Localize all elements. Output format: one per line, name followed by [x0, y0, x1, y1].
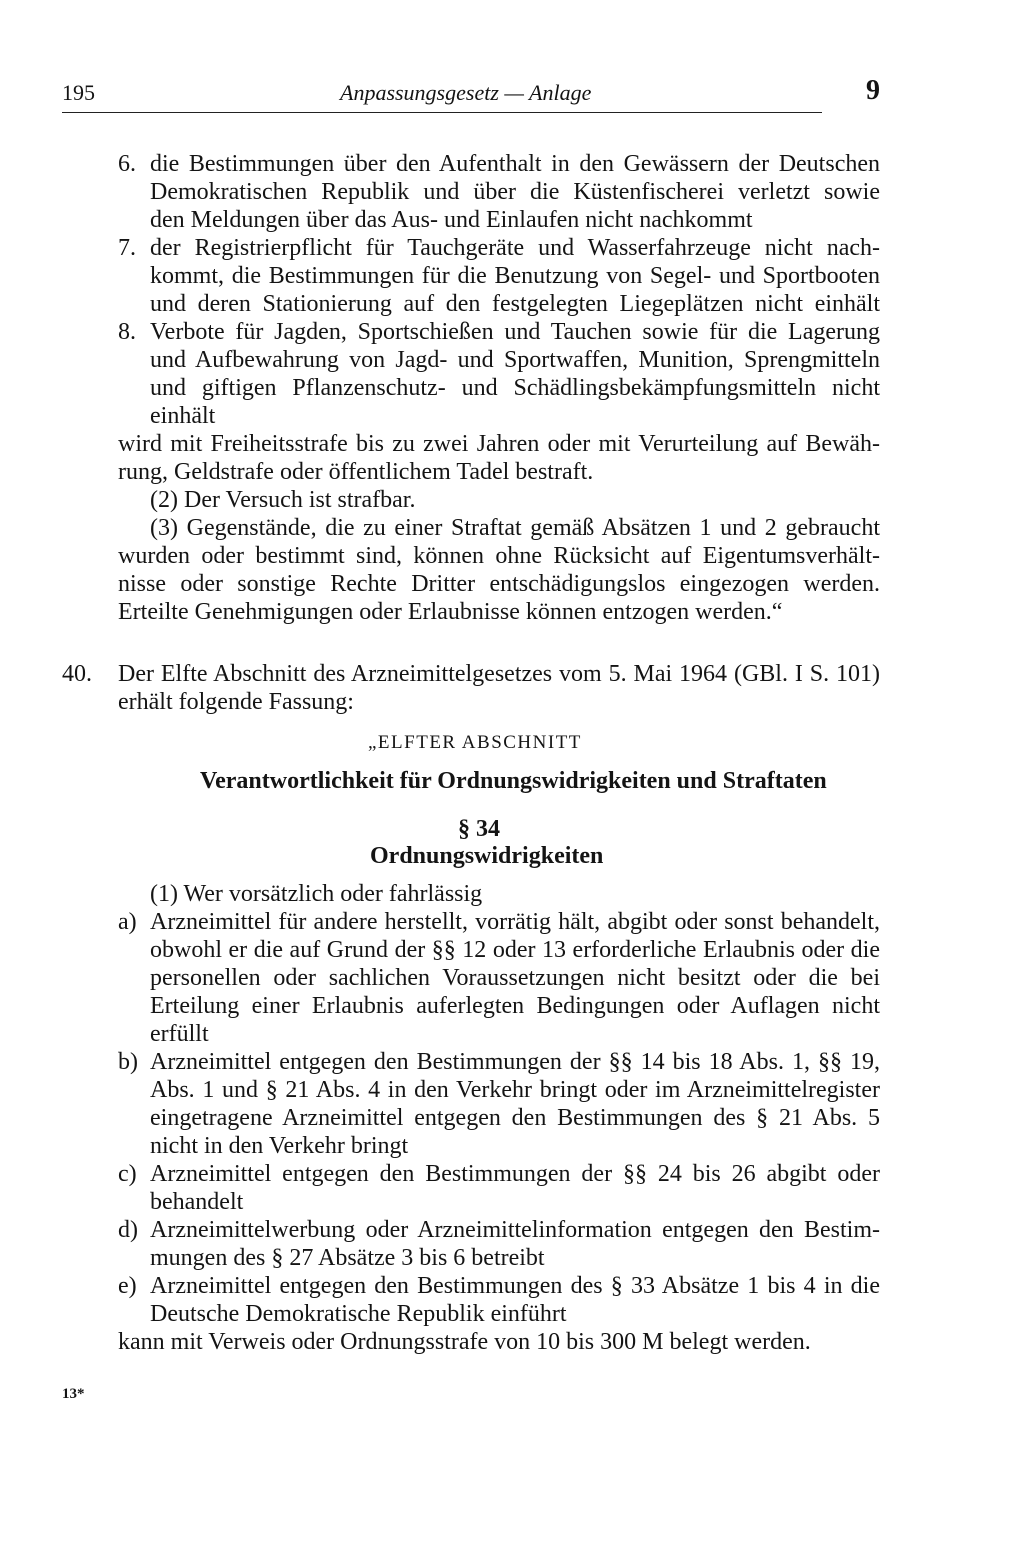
list-item-line: mungen des § 27 Absätze 3 bis 6 betreibt	[150, 1245, 545, 1271]
list-item-line: Arzneimittel für andere herstellt, vorrätig hält, abgibt oder sonst behandelt,	[150, 909, 880, 935]
closing-line: kann mit Verweis oder Ordnungsstrafe von 10 bis 300 M belegt werden.	[118, 1329, 811, 1355]
list-item-line: erfüllt	[150, 1021, 209, 1047]
list-item-line: Arzneimittelwerbung oder Arzneimittelinformation entgegen den Bestim-	[150, 1217, 880, 1243]
list-item-line: der Registrierpflicht für Tauchgeräte und Wasserfahrzeuge nicht nach-	[150, 235, 880, 261]
paragraph-3-line: nisse oder sonstige Rechte Dritter entschädigungslos eingezogen werden.	[118, 571, 880, 597]
paragraph-title: Ordnungswidrigkeiten	[370, 843, 604, 869]
list-item-line: personellen oder sachlichen Voraussetzungen nicht besitzt oder die bei	[150, 965, 880, 991]
list-marker: d)	[118, 1217, 138, 1243]
paragraph-3-line: wurden oder bestimmt sind, können ohne Rücksicht auf Eigentumsverhält-	[118, 543, 880, 569]
penalty-line: wird mit Freiheitsstrafe bis zu zwei Jahren oder mit Verurteilung auf Bewäh-	[118, 431, 880, 457]
list-item-line: Arzneimittel entgegen den Bestimmungen des § 33 Absätze 1 bis 4 in die	[150, 1273, 880, 1299]
list-item-line: Demokratischen Republik und über die Küstenfischerei verletzt sowie	[150, 179, 880, 205]
item-40-line: Der Elfte Abschnitt des Arzneimittelgesetzes vom 5. Mai 1964 (GBl. I S. 101)	[118, 661, 880, 687]
list-item-line: Erteilung einer Erlaubnis auferlegten Bedingungen oder Auflagen nicht	[150, 993, 880, 1019]
list-marker: 6.	[118, 151, 136, 177]
list-marker: c)	[118, 1161, 137, 1187]
list-item-line: behandelt	[150, 1189, 244, 1215]
section-label: „ELFTER ABSCHNITT	[368, 732, 582, 753]
list-marker: 8.	[118, 319, 136, 345]
list-item-line: einhält	[150, 403, 216, 429]
section-title: Verantwortlichkeit für Ordnungswidrigkeiten und Straftaten	[200, 768, 827, 794]
list-marker: a)	[118, 909, 137, 935]
list-marker: 40.	[62, 661, 92, 687]
list-item-line: und Aufbewahrung von Jagd- und Sportwaffen, Munition, Sprengmitteln	[150, 347, 880, 373]
list-item-line: kommt, die Bestimmungen für die Benutzung von Segel- und Sportbooten	[150, 263, 880, 289]
list-item-line: Verbote für Jagden, Sportschießen und Tauchen sowie für die Lagerung	[150, 319, 880, 345]
sheet-number: 9	[866, 75, 880, 106]
list-item-line: die Bestimmungen über den Aufenthalt in den Gewässern der Deutschen	[150, 151, 880, 177]
list-marker: 7.	[118, 235, 136, 261]
signature-mark: 13*	[62, 1386, 85, 1402]
paragraph-3-line: (3) Gegenstände, die zu einer Straftat gemäß Absätzen 1 und 2 gebraucht	[150, 515, 880, 541]
header-rule	[62, 112, 822, 113]
running-title: Anpassungsgesetz — Anlage	[340, 80, 592, 105]
item-40-line: erhält folgende Fassung:	[118, 689, 354, 715]
penalty-line: rung, Geldstrafe oder öffentlichem Tadel bestraft.	[118, 459, 594, 485]
list-marker: e)	[118, 1273, 137, 1299]
list-item-line: obwohl er die auf Grund der §§ 12 oder 13 erforderliche Erlaubnis oder die	[150, 937, 880, 963]
paragraph-3-line: Erteilte Genehmigungen oder Erlaubnisse können entzogen werden.“	[118, 599, 783, 625]
list-item-line: nicht in den Verkehr bringt	[150, 1133, 409, 1159]
list-item-line: und giftigen Pflanzenschutz- und Schädlingsbekämpfungsmitteln nicht	[150, 375, 880, 401]
list-item-line: Arzneimittel entgegen den Bestimmungen der §§ 14 bis 18 Abs. 1, §§ 19,	[150, 1049, 880, 1075]
list-item-line: Arzneimittel entgegen den Bestimmungen der §§ 24 bis 26 abgibt oder	[150, 1161, 880, 1187]
list-item-line: Abs. 1 und § 21 Abs. 4 in den Verkehr bringt oder im Arzneimittelregister	[150, 1077, 880, 1103]
list-item-line: und deren Stationierung auf den festgelegten Liegeplätzen nicht einhält	[150, 291, 880, 317]
list-item-line: Deutsche Demokratische Republik einführt	[150, 1301, 567, 1327]
list-item-line: den Meldungen über das Aus- und Einlaufen nicht nachkommt	[150, 207, 753, 233]
paragraph-2: (2) Der Versuch ist strafbar.	[150, 487, 416, 513]
list-item-line: eingetragene Arzneimittel entgegen den Bestimmungen des § 21 Abs. 5	[150, 1105, 880, 1131]
intro-line: (1) Wer vorsätzlich oder fahrlässig	[150, 881, 483, 907]
paragraph-number: § 34	[458, 816, 500, 842]
page-number: 195	[62, 80, 95, 105]
list-marker: b)	[118, 1049, 138, 1075]
